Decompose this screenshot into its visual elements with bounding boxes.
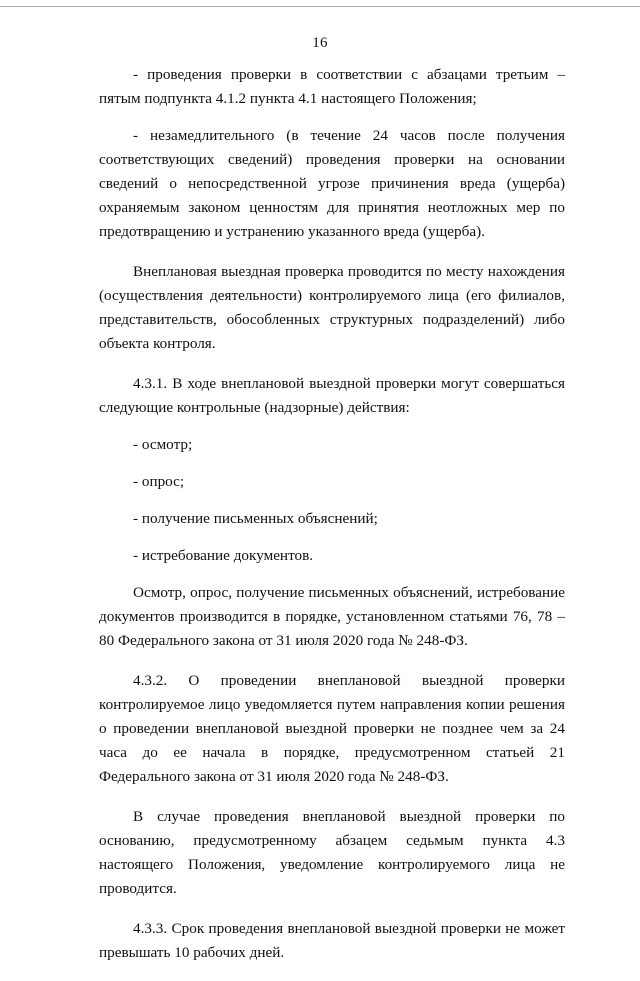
- list-item-survey: - опрос;: [133, 473, 185, 490]
- list-item-written-explanations: - получение письменных объяснений;: [133, 510, 378, 527]
- paragraph-4-3-3: 4.3.3. Срок проведения внеплановой выездной проверки не может превышать 10 рабочих дней.: [99, 920, 565, 961]
- paragraph-4-3-2: 4.3.2. О проведении внеплановой выездной проверки контролируемое лицо уведомляется путем направления копии решения о проведении внеплановой выездной проверки не позднее чем за 24 часа до ее начала в порядке, предусмотренном статьей 21 Федерального закона от 31 июля 2020 года № 248-ФЗ.: [99, 672, 565, 785]
- page-top-edge: [0, 6, 640, 7]
- paragraph-list-item-abzac: - проведения проверки в соответствии с абзацами третьим – пятым подпункта 4.1.2 пункта 4.1 настоящего Положения;: [99, 66, 565, 107]
- list-item-inspection: - осмотр;: [133, 436, 193, 453]
- paragraph-location: Внеплановая выездная проверка проводится по месту нахождения (осуществления деятельности) контролируемого лица (его филиалов, представительств, обособленных структурных подразделений) либо объекта контроля.: [99, 263, 565, 352]
- document-body: [99, 63, 565, 981]
- page-number: 16: [312, 35, 328, 51]
- paragraph-list-item-urgent: - незамедлительного (в течение 24 часов после получения соответствующих сведений) проведения проверки на основании сведений о непосредственной угрозе причинения вреда (ущерба) охраняемым законом ценностям для принятия неотложных мер по предотвращению и устранению указанного вреда (ущерба).: [99, 127, 565, 240]
- list-item-document-request: - истребование документов.: [133, 547, 314, 564]
- paragraph-4-3-1: 4.3.1. В ходе внеплановой выездной проверки могут совершаться следующие контрольные (надзорные) действия:: [99, 375, 565, 416]
- paragraph-no-notification: В случае проведения внеплановой выездной проверки по основанию, предусмотренному абзацем седьмым пункта 4.3 настоящего Положения, уведомление контролируемого лица не проводится.: [99, 808, 565, 897]
- paragraph-procedure: Осмотр, опрос, получение письменных объяснений, истребование документов производится в порядке, установленном статьями 76, 78 – 80 Федерального закона от 31 июля 2020 года № 248-ФЗ.: [99, 584, 565, 649]
